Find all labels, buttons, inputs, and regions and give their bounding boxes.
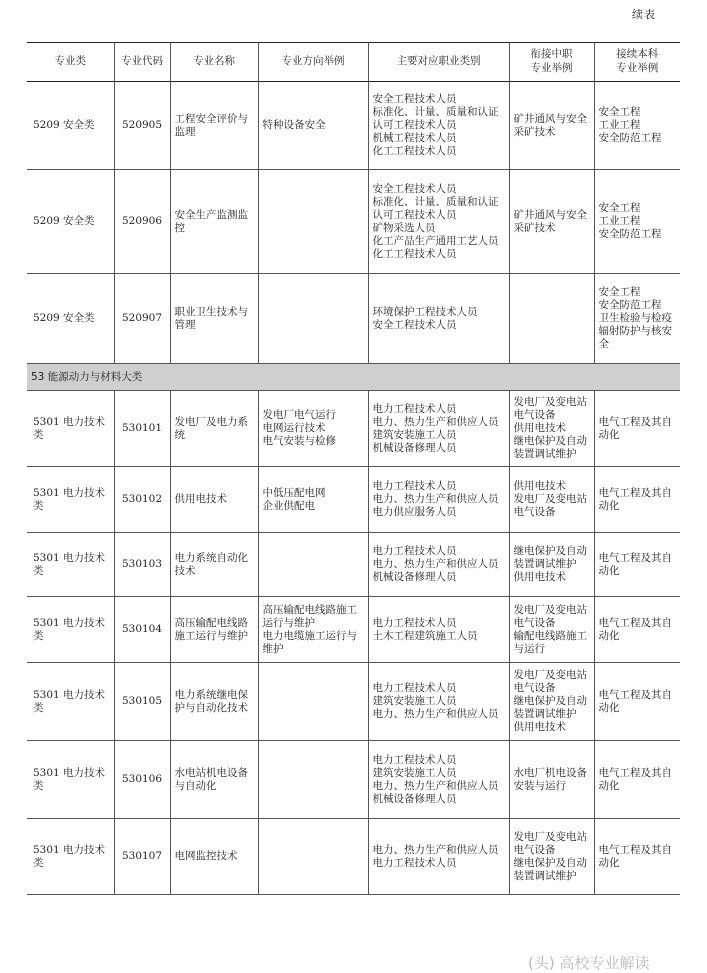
header-name: 专业名称 xyxy=(170,43,258,82)
bachelor-cell: 电气工程及其自动化 xyxy=(594,533,680,597)
table-row xyxy=(27,170,680,274)
bachelor-cell: 电气工程及其自动化 xyxy=(594,663,680,741)
name-cell: 电力系统自动化技术 xyxy=(170,533,258,597)
code-cell: 530107 xyxy=(114,819,170,895)
header-row xyxy=(27,43,680,82)
table-row xyxy=(27,741,680,819)
group-row xyxy=(27,364,680,391)
secondary-cell: 发电厂及变电站电气设备 供用电技术 继电保护及自动装置调试维护 xyxy=(509,391,594,467)
direction-cell xyxy=(258,170,368,274)
secondary-cell: 发电厂及变电站电气设备 输配电线路施工与运行 xyxy=(509,597,594,663)
category-cell: 5301 电力技术类 xyxy=(27,741,114,819)
continued-label: 续表 xyxy=(632,8,656,21)
table-row xyxy=(27,663,680,741)
secondary-cell: 发电厂及变电站电气设备 继电保护及自动装置调试维护 xyxy=(509,819,594,895)
table-row xyxy=(27,82,680,170)
header-direction: 专业方向举例 xyxy=(258,43,368,82)
occupation-cell: 电力、热力生产和供应人员 电力工程技术人员 xyxy=(368,819,509,895)
header-category: 专业类 xyxy=(27,43,114,82)
occupation-cell: 环境保护工程技术人员 安全工程技术人员 xyxy=(368,274,509,364)
category-cell: 5209 安全类 xyxy=(27,170,114,274)
group-title: 53 能源动力与材料大类 xyxy=(27,364,680,391)
category-cell: 5209 安全类 xyxy=(27,274,114,364)
occupation-cell: 电力工程技术人员 建筑安装施工人员 电力、热力生产和供应人员 机械设备修理人员 xyxy=(368,741,509,819)
name-cell: 水电站机电设备与自动化 xyxy=(170,741,258,819)
major-catalog-table xyxy=(27,42,680,895)
bachelor-cell: 电气工程及其自动化 xyxy=(594,467,680,533)
bachelor-cell: 电气工程及其自动化 xyxy=(594,819,680,895)
category-cell: 5301 电力技术类 xyxy=(27,533,114,597)
name-cell: 高压输配电线路施工运行与维护 xyxy=(170,597,258,663)
code-cell: 530104 xyxy=(114,597,170,663)
secondary-cell: 继电保护及自动装置调试维护 供用电技术 xyxy=(509,533,594,597)
category-cell: 5209 安全类 xyxy=(27,82,114,170)
code-cell: 520905 xyxy=(114,82,170,170)
category-cell: 5301 电力技术类 xyxy=(27,663,114,741)
category-cell: 5301 电力技术类 xyxy=(27,467,114,533)
occupation-cell: 电力工程技术人员 电力、热力生产和供应人员 电力供应服务人员 xyxy=(368,467,509,533)
direction-cell xyxy=(258,663,368,741)
header-code: 专业代码 xyxy=(114,43,170,82)
table-row xyxy=(27,391,680,467)
header-bachelor: 接续本科 专业举例 xyxy=(594,43,680,82)
table-row xyxy=(27,819,680,895)
code-cell: 530103 xyxy=(114,533,170,597)
occupation-cell: 电力工程技术人员 建筑安装施工人员 电力、热力生产和供应人员 xyxy=(368,663,509,741)
bachelor-cell: 安全工程 工业工程 安全防范工程 xyxy=(594,82,680,170)
bachelor-cell: 电气工程及其自动化 xyxy=(594,597,680,663)
secondary-cell: 水电厂机电设备安装与运行 xyxy=(509,741,594,819)
secondary-cell: 矿井通风与安全 采矿技术 xyxy=(509,170,594,274)
code-cell: 530101 xyxy=(114,391,170,467)
name-cell: 供用电技术 xyxy=(170,467,258,533)
bachelor-cell: 电气工程及其自动化 xyxy=(594,391,680,467)
direction-cell: 高压输配电线路施工运行与维护 电力电缆施工运行与维护 xyxy=(258,597,368,663)
bachelor-cell: 安全工程 安全防范工程 卫生检验与检疫 辐射防护与核安全 xyxy=(594,274,680,364)
name-cell: 工程安全评价与监理 xyxy=(170,82,258,170)
direction-cell xyxy=(258,274,368,364)
code-cell: 530105 xyxy=(114,663,170,741)
code-cell: 530102 xyxy=(114,467,170,533)
secondary-cell: 矿井通风与安全 采矿技术 xyxy=(509,82,594,170)
name-cell: 电网监控技术 xyxy=(170,819,258,895)
major-table-wrapper xyxy=(27,42,680,895)
occupation-cell: 电力工程技术人员 土木工程建筑施工人员 xyxy=(368,597,509,663)
direction-cell xyxy=(258,819,368,895)
name-cell: 发电厂及电力系统 xyxy=(170,391,258,467)
table-row xyxy=(27,597,680,663)
name-cell: 职业卫生技术与管理 xyxy=(170,274,258,364)
secondary-cell: 供用电技术 发电厂及变电站电气设备 xyxy=(509,467,594,533)
bachelor-cell: 安全工程 工业工程 安全防范工程 xyxy=(594,170,680,274)
occupation-cell: 电力工程技术人员 电力、热力生产和供应人员 机械设备修理人员 xyxy=(368,533,509,597)
bachelor-cell: 电气工程及其自动化 xyxy=(594,741,680,819)
occupation-cell: 安全工程技术人员 标准化、计量、质量和认证认可工程技术人员 机械工程技术人员 化工工程技术人员 xyxy=(368,82,509,170)
name-cell: 安全生产监测监控 xyxy=(170,170,258,274)
code-cell: 520906 xyxy=(114,170,170,274)
direction-cell: 中低压配电网 企业供配电 xyxy=(258,467,368,533)
code-cell: 520907 xyxy=(114,274,170,364)
occupation-cell: 电力工程技术人员 电力、热力生产和供应人员 建筑安装施工人员 机械设备修理人员 xyxy=(368,391,509,467)
direction-cell: 特种设备安全 xyxy=(258,82,368,170)
code-cell: 530106 xyxy=(114,741,170,819)
table-row xyxy=(27,533,680,597)
table-row xyxy=(27,274,680,364)
header-occupation: 主要对应职业类别 xyxy=(368,43,509,82)
table-row xyxy=(27,467,680,533)
category-cell: 5301 电力技术类 xyxy=(27,819,114,895)
category-cell: 5301 电力技术类 xyxy=(27,391,114,467)
direction-cell xyxy=(258,741,368,819)
header-secondary: 衔接中职 专业举例 xyxy=(509,43,594,82)
secondary-cell xyxy=(509,274,594,364)
direction-cell xyxy=(258,533,368,597)
name-cell: 电力系统继电保护与自动化技术 xyxy=(170,663,258,741)
secondary-cell: 发电厂及变电站电气设备 继电保护及自动装置调试维护 供用电技术 xyxy=(509,663,594,741)
category-cell: 5301 电力技术类 xyxy=(27,597,114,663)
watermark: (头) 高校专业解读 xyxy=(528,954,650,972)
direction-cell: 发电厂电气运行 电网运行技术 电气安装与检修 xyxy=(258,391,368,467)
occupation-cell: 安全工程技术人员 标准化、计量、质量和认证认可工程技术人员 矿物采选人员 化工产品生产通用工艺人员 化工工程技术人员 xyxy=(368,170,509,274)
